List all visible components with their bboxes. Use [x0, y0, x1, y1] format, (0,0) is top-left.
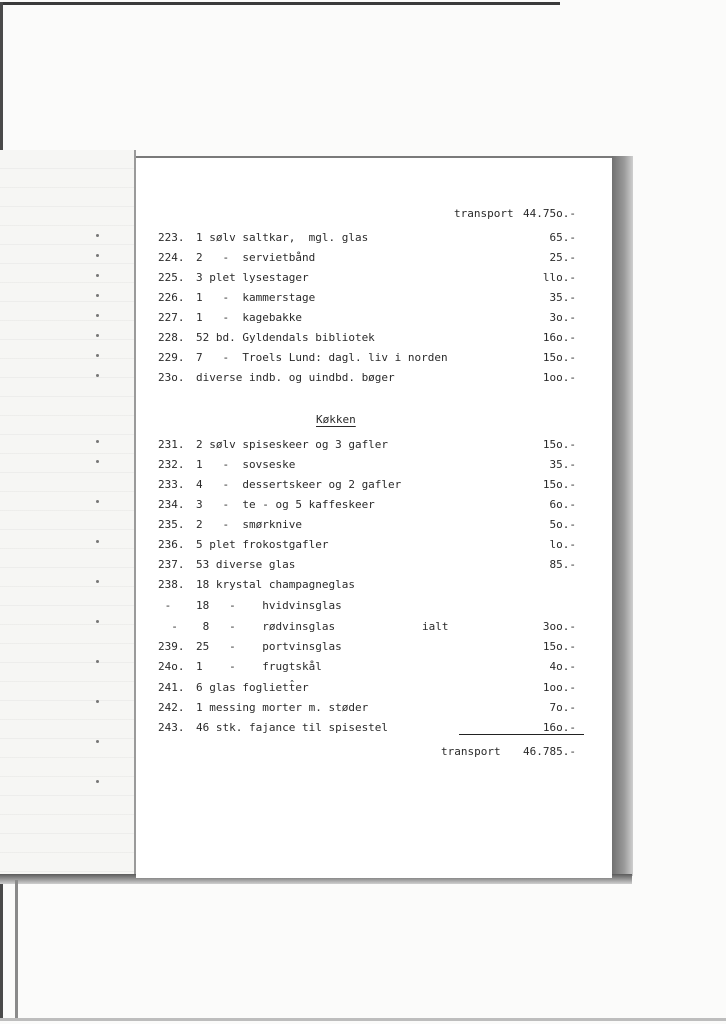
- item-amount: 35.-: [549, 291, 576, 304]
- facing-page-mark: [96, 314, 99, 317]
- transport-carried-out: [136, 742, 612, 762]
- item-description: 2 - servietbånd: [196, 251, 316, 264]
- facing-page-mark: [96, 620, 99, 623]
- item-number: 238.: [158, 578, 185, 591]
- list-item: [136, 328, 612, 348]
- item-amount: 1oo.-: [542, 371, 576, 384]
- item-description: 18 krystal champagneglas: [196, 578, 355, 591]
- transport-carried-in: [136, 204, 612, 224]
- item-number: 235.: [158, 518, 185, 531]
- list-item: [136, 368, 612, 388]
- facing-page-mark: [96, 580, 99, 583]
- item-amount: 6o.-: [549, 498, 576, 511]
- section-heading: Køkken: [316, 413, 356, 426]
- item-amount: 15o.-: [542, 640, 576, 653]
- item-amount: 16o.-: [542, 331, 576, 344]
- item-amount: 3oo.-: [542, 620, 576, 633]
- item-description: 1 - kagebakke: [196, 311, 302, 324]
- list-item: [136, 515, 612, 535]
- facing-page-mark: [96, 374, 99, 377]
- item-description: 3 plet lysestager: [196, 271, 309, 284]
- facing-page-mark: [96, 700, 99, 703]
- item-number: 234.: [158, 498, 185, 511]
- list-item: [136, 228, 612, 248]
- list-item: [136, 617, 612, 637]
- item-number: 223.: [158, 231, 185, 244]
- item-description: 52 bd. Gyldendals bibliotek: [196, 331, 375, 344]
- facing-page-mark: [96, 540, 99, 543]
- item-number: 239.: [158, 640, 185, 653]
- scan-edge-bottom: [0, 1018, 726, 1021]
- list-item: [136, 248, 612, 268]
- item-number: 226.: [158, 291, 185, 304]
- transport-amount: 44.75o.-: [523, 207, 576, 220]
- facing-page-mark: [96, 660, 99, 663]
- item-number: 225.: [158, 271, 185, 284]
- item-amount: 35.-: [549, 458, 576, 471]
- facing-page-bleed: [0, 150, 134, 876]
- item-description: 46 stk. fajance til spisestel: [196, 721, 389, 734]
- item-description: 53 diverse glas: [196, 558, 296, 571]
- item-number: 241.: [158, 681, 185, 694]
- list-item: [136, 678, 612, 698]
- item-amount: 65.-: [549, 231, 576, 244]
- facing-page: [0, 150, 136, 876]
- item-description: 18 - hvidvinsglas: [196, 599, 342, 612]
- item-number: 242.: [158, 701, 185, 714]
- item-number: 23o.: [158, 371, 185, 384]
- item-amount: 25.-: [549, 251, 576, 264]
- transport-label: transport: [454, 207, 514, 220]
- facing-page-mark: [96, 440, 99, 443]
- item-number: 236.: [158, 538, 185, 551]
- item-number: 228.: [158, 331, 185, 344]
- item-description: 1 - frugtskål: [196, 660, 322, 673]
- item-description: 1 - sovseske: [196, 458, 296, 471]
- item-description: 1 sølv saltkar, mgl. glas: [196, 231, 369, 244]
- item-description: 6 glas fogliett̂er: [196, 681, 309, 694]
- list-item: [136, 555, 612, 575]
- item-description: 4 - dessertskeer og 2 gafler: [196, 478, 402, 491]
- facing-page-mark: [96, 460, 99, 463]
- book-spine: [15, 880, 18, 1018]
- item-number: 243.: [158, 721, 185, 734]
- transport-amount: 46.785.-: [523, 745, 576, 758]
- item-amount: 7o.-: [549, 701, 576, 714]
- item-amount: 85.-: [549, 558, 576, 571]
- item-number: 229.: [158, 351, 185, 364]
- item-amount: 5o.-: [549, 518, 576, 531]
- list-item: [136, 308, 612, 328]
- item-description: 5 plet frokostgafler: [196, 538, 329, 551]
- facing-page-mark: [96, 274, 99, 277]
- item-description: diverse indb. og uindbd. bøger: [196, 371, 395, 384]
- list-item: [136, 455, 612, 475]
- list-item: [136, 435, 612, 455]
- list-item: [136, 268, 612, 288]
- sum-rule: [459, 734, 584, 735]
- item-note: ialt: [422, 620, 449, 633]
- list-item: [136, 698, 612, 718]
- item-description: 25 - portvinsglas: [196, 640, 342, 653]
- facing-page-mark: [96, 354, 99, 357]
- item-number: 232.: [158, 458, 185, 471]
- list-item: [136, 596, 612, 616]
- item-number: -: [158, 599, 172, 612]
- inventory-page: [136, 156, 612, 878]
- item-description: 1 messing morter m. støder: [196, 701, 369, 714]
- facing-page-mark: [96, 500, 99, 503]
- facing-page-mark: [96, 334, 99, 337]
- item-description: 1 - kammerstage: [196, 291, 316, 304]
- item-description: 7 - Troels Lund: dagl. liv i norden: [196, 351, 448, 364]
- facing-page-mark: [96, 254, 99, 257]
- book-edge-shadow: [611, 156, 633, 876]
- item-amount: lo.-: [549, 538, 576, 551]
- list-item: [136, 535, 612, 555]
- item-number: 237.: [158, 558, 185, 571]
- scan-edge-top: [0, 2, 560, 5]
- transport-label: transport: [441, 745, 501, 758]
- item-amount: 15o.-: [542, 351, 576, 364]
- list-item: [136, 575, 612, 595]
- item-description: 2 - smørknive: [196, 518, 302, 531]
- item-number: 24o.: [158, 660, 185, 673]
- item-number: 227.: [158, 311, 185, 324]
- list-item: [136, 637, 612, 657]
- facing-page-mark: [96, 740, 99, 743]
- item-number: 224.: [158, 251, 185, 264]
- item-amount: 16o.-: [542, 721, 576, 734]
- item-description: 3 - te - og 5 kaffeskeer: [196, 498, 375, 511]
- list-item: [136, 475, 612, 495]
- facing-page-mark: [96, 780, 99, 783]
- list-item: [136, 495, 612, 515]
- item-amount: llo.-: [542, 271, 576, 284]
- item-amount: 15o.-: [542, 438, 576, 451]
- item-amount: 4o.-: [549, 660, 576, 673]
- facing-page-mark: [96, 234, 99, 237]
- list-item: [136, 288, 612, 308]
- item-description: 2 sølv spiseskeer og 3 gafler: [196, 438, 389, 451]
- item-amount: 15o.-: [542, 478, 576, 491]
- item-description: 8 - rødvinsglas: [196, 620, 336, 633]
- list-item: [136, 348, 612, 368]
- facing-page-mark: [96, 294, 99, 297]
- item-number: -: [158, 620, 178, 633]
- item-number: 233.: [158, 478, 185, 491]
- list-item: [136, 718, 612, 738]
- list-item: [136, 657, 612, 677]
- item-amount: 1oo.-: [542, 681, 576, 694]
- item-amount: 3o.-: [549, 311, 576, 324]
- item-number: 231.: [158, 438, 185, 451]
